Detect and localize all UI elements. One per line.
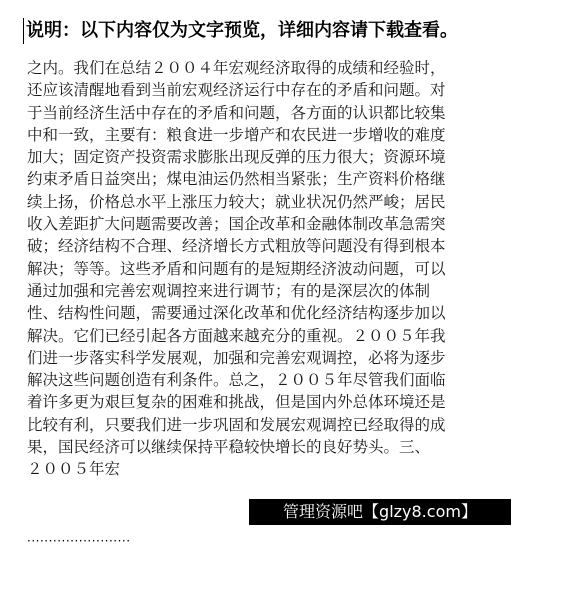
text-line: 破；经济结构不合理、经济增长方式粗放等问题没有得到根本 (27, 237, 446, 256)
text-line: 解决。它们已经引起各方面越来越充分的重视。２００５年我 (27, 326, 446, 345)
text-line: 解决；等等。这些矛盾和问题有的是短期经济波动问题，可以 (27, 259, 446, 278)
text-line: 们进一步落实科学发展观，加强和完善宏观调控，必将为逐步 (27, 348, 446, 367)
text-line: 着许多更为艰巨复杂的困难和挑战，但是国内外总体环境还是 (27, 393, 446, 412)
text-line: 还应该清醒地看到当前宏观经济运行中存在的矛盾和问题。对 (27, 81, 446, 100)
text-line: 果，国民经济可以继续保持平稳较快增长的良好势头。三、 (27, 438, 431, 457)
text-line: 续上扬，价格总水平上涨压力较大；就业状况仍然严峻；居民 (27, 192, 446, 211)
text-line: 于当前经济生活中存在的矛盾和问题，各方面的认识都比较集 (27, 103, 446, 122)
text-line: 收入差距扩大问题需要改善；国企改革和金融体制改革急需突 (27, 215, 446, 234)
text-line: 之内。我们在总结２００４年宏观经济取得的成绩和经验时， (27, 59, 446, 77)
site-watermark: 管理资源吧【glzy8.com】 (249, 499, 511, 525)
text-line: 约束矛盾日益突出；煤电油运仍然相当紧张；生产资料价格继 (27, 170, 446, 189)
text-line: 中和一致，主要有：粮食进一步增产和农民进一步增收的难度 (27, 125, 446, 144)
text-line: 解决这些问题创造有利条件。总之，２００５年尽管我们面临 (27, 371, 446, 390)
truncation-dots: ························ (27, 534, 131, 548)
preview-notice: 说明：以下内容仅为文字预览，详细内容请下载查看。 (26, 20, 458, 41)
text-cursor (23, 18, 24, 44)
text-line: 通过加强和完善宏观调控来进行调节；有的是深层次的体制 (27, 281, 431, 300)
text-line: 性、结构性问题，需要通过深化改革和优化经济结构逐步加以 (27, 304, 446, 323)
text-line: 比较有利，只要我们进一步巩固和发展宏观调控已经取得的成 (27, 415, 446, 434)
text-line: 加大；固定资产投资需求膨胀出现反弹的压力很大；资源环境 (27, 148, 446, 167)
text-line: ２００５年宏 (27, 460, 121, 479)
document-body (27, 57, 547, 481)
